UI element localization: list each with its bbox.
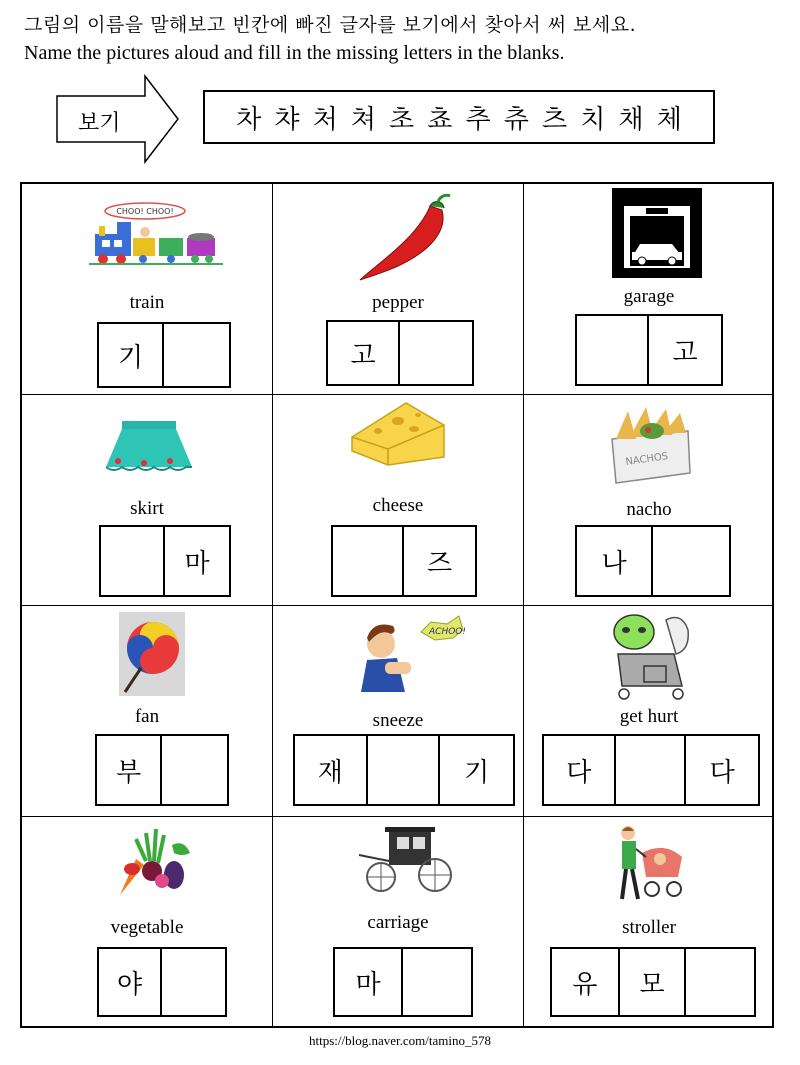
item-cell-fan [22, 606, 273, 817]
letter: 츄 [503, 104, 529, 135]
answer-box[interactable] [101, 527, 165, 595]
item-word: sneeze [372, 710, 424, 731]
letter: 챠 [274, 104, 300, 135]
item-cell-stroller [524, 817, 774, 1026]
answer-boxes [575, 525, 731, 597]
answer-boxes [95, 734, 229, 806]
item-cell-garage [524, 184, 774, 395]
answer-boxes [542, 734, 760, 806]
item-word: carriage [367, 912, 429, 933]
letter: 츠 [541, 104, 568, 135]
answer-box[interactable]: 즈 [426, 548, 453, 579]
letter: 처 [312, 104, 338, 135]
answer-box[interactable]: 야 [99, 949, 162, 1015]
skirt-icon [104, 417, 194, 477]
letter: 쵸 [427, 104, 453, 135]
pepper-icon [358, 192, 458, 282]
answer-box[interactable]: 마 [184, 548, 210, 579]
item-cell-nacho [524, 395, 774, 606]
answer-box[interactable] [616, 736, 687, 804]
item-word: fan [134, 706, 160, 727]
answer-box[interactable]: 모 [620, 949, 687, 1015]
svg-text:ACHOO!: ACHOO! [429, 627, 466, 637]
letter-bank [203, 90, 715, 144]
source-url: https://blog.naver.com/tamino_578 [309, 1033, 491, 1048]
item-cell-train [22, 184, 273, 395]
answer-box[interactable]: 기 [99, 324, 164, 386]
carriage-icon [355, 825, 459, 895]
answer-box[interactable]: 다 [544, 736, 616, 804]
answer-box[interactable]: 기 [464, 757, 490, 788]
item-word: skirt [130, 498, 164, 519]
stroller-icon [612, 823, 688, 905]
item-cell-sneeze [273, 606, 524, 817]
instruction-english: Name the pictures aloud and fill in the missing letters in the blanks. [24, 42, 565, 64]
train-icon [87, 202, 227, 270]
garage-icon [612, 188, 702, 278]
item-cell-cheese [273, 395, 524, 606]
item-cell-carriage [273, 817, 524, 1026]
answer-boxes [331, 525, 477, 597]
answer-boxes [575, 314, 723, 386]
vegetable-icon [106, 825, 198, 897]
letter: 쳐 [350, 104, 376, 135]
item-word: cheese [372, 495, 424, 516]
cheese-icon [348, 399, 448, 469]
nacho-icon [606, 403, 696, 487]
answer-box[interactable]: 고 [328, 322, 400, 384]
answer-box[interactable]: 나 [577, 527, 653, 595]
answer-box[interactable]: 마 [335, 949, 403, 1015]
answer-box[interactable] [333, 527, 404, 595]
item-word: get hurt [619, 706, 679, 727]
answer-box[interactable] [162, 949, 225, 1015]
item-word: stroller [622, 917, 676, 938]
letter: 차 [236, 104, 262, 135]
svg-text:CHOO! CHOO!: CHOO! CHOO! [116, 207, 174, 216]
answer-boxes [550, 947, 756, 1017]
letter: 체 [656, 104, 682, 135]
answer-box[interactable]: 유 [552, 949, 620, 1015]
answer-boxes [97, 322, 231, 388]
letter: 추 [465, 104, 491, 135]
letter: 초 [389, 104, 415, 135]
answer-boxes [333, 947, 473, 1017]
instruction-korean: 그림의 이름을 말해보고 빈칸에 빠진 글자를 보기에서 찾아서 써 보세요. [24, 14, 637, 36]
worksheet-grid [20, 182, 774, 1028]
answer-boxes [99, 525, 231, 597]
answer-box[interactable] [403, 949, 471, 1015]
item-word: train [129, 292, 165, 313]
item-word: vegetable [110, 917, 184, 938]
letter: 치 [580, 104, 606, 135]
example-label: 보기 [78, 111, 121, 136]
item-cell-skirt [22, 395, 273, 606]
item-cell-pepper [273, 184, 524, 395]
answer-box[interactable]: 재 [295, 736, 368, 804]
item-cell-get-hurt [524, 606, 774, 817]
item-cell-vegetable [22, 817, 273, 1026]
fan-icon [119, 612, 185, 696]
item-word: pepper [372, 292, 424, 313]
svg-text:NACHOS: NACHOS [624, 451, 669, 468]
item-word: nacho [626, 499, 672, 520]
answer-box[interactable] [653, 527, 729, 595]
answer-box[interactable] [162, 736, 227, 804]
answer-box[interactable] [400, 322, 472, 384]
answer-box[interactable] [368, 736, 441, 804]
answer-boxes [293, 734, 515, 806]
answer-boxes [326, 320, 474, 386]
letter: 채 [618, 104, 644, 135]
answer-box[interactable]: 고 [672, 337, 698, 368]
answer-box[interactable]: 부 [97, 736, 162, 804]
answer-box[interactable] [164, 324, 229, 386]
hurt-icon [604, 610, 698, 702]
sneeze-icon [351, 612, 471, 694]
answer-box[interactable] [577, 316, 649, 384]
answer-box[interactable]: 다 [709, 757, 735, 788]
item-word: garage [623, 286, 675, 307]
answer-box[interactable] [686, 949, 754, 1015]
answer-boxes [97, 947, 227, 1017]
